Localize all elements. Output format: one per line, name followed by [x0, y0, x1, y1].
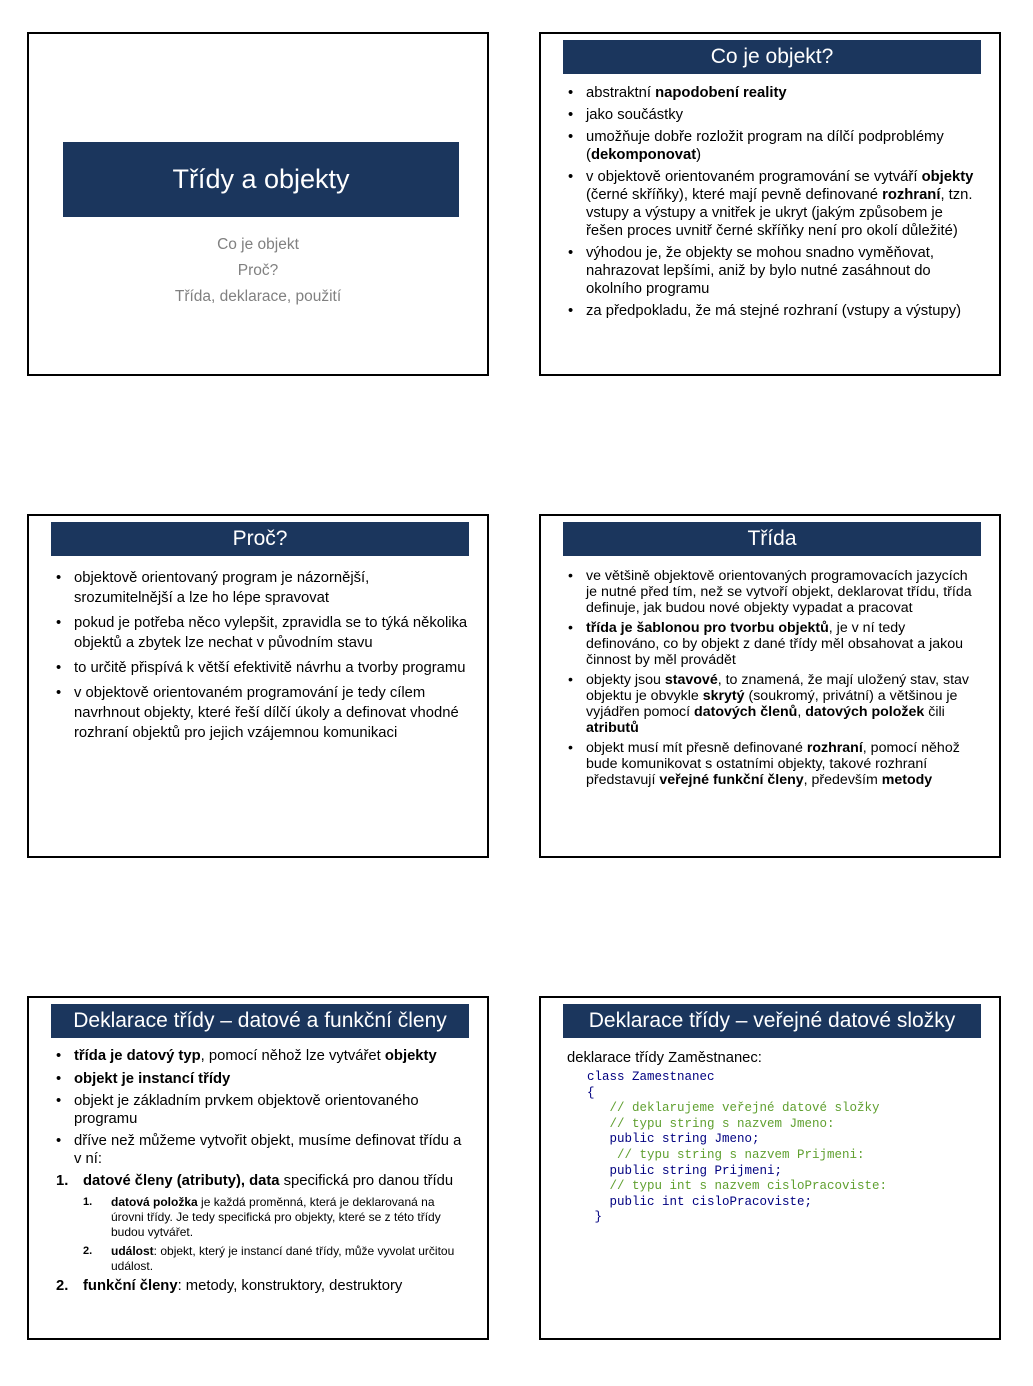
slide-heading: Třída [563, 522, 981, 556]
text-run: abstraktní [586, 85, 656, 101]
bold-text: napodobení reality [655, 85, 787, 101]
item-text [83, 1278, 469, 1296]
slide-co-je-objekt [539, 32, 1001, 376]
numbered-item [51, 1173, 469, 1274]
text-run: objekt je základním prvkem objektově orientovaného programu [74, 1093, 419, 1127]
text-run: : objekt, který je instancí dané třídy, může vyvolat určitou událost. [111, 1243, 455, 1273]
text-run: ve většině objektově orientovaných programovacích jazycích je nutné před tím, než se vytvoří objekt, deklarovat třídu, třída definuje, jak budou nové objekty vypadat a pracovat [586, 568, 972, 616]
text-run: v objektově orientovaném programování se vytváří [586, 169, 922, 185]
sub-numbered-item [83, 1244, 469, 1274]
code-line: public int cisloPracoviste; [609, 1194, 813, 1209]
text-run: : metody, konstruktory, destruktory [177, 1277, 403, 1294]
text-run: , tzn. vstupy a výstupy a vnitřek je ukryt (jakým způsobem je řešen proces uvnitř černé skříňky není pro okolí důležité) [586, 187, 973, 239]
bullet-list [51, 568, 469, 748]
bullet-item [563, 302, 981, 320]
numbered-list [51, 1173, 469, 1295]
slide-title [27, 32, 489, 376]
text-run: pokud je potřeba něco vylepšit, zpravidla se to týká několika objektů a zbytek lze nechat v původním stavu [74, 615, 468, 651]
slide-heading: Co je objekt? [563, 40, 981, 74]
bold-text: metody [881, 772, 933, 788]
text-run: v objektově orientovaném programování je tedy cílem navrhnout objekty, které řeší dílčí úkoly a definovat vhodné rozhraní objektů pro jejich vzájemnou komunikaci [74, 685, 459, 741]
bullet-item [563, 84, 981, 102]
text-run: umožňuje dobře rozložit program na dílčí podproblémy ( [586, 129, 944, 163]
bullet-item [563, 168, 981, 240]
bullet-list [563, 568, 981, 792]
bullet-list [563, 84, 981, 324]
bullet-item [563, 128, 981, 164]
bold-text: rozhraní [806, 740, 863, 756]
text-run: , [797, 704, 806, 720]
bold-text: třída je datový typ [74, 1048, 201, 1064]
bold-text: datových členů [694, 704, 798, 720]
bullet-item [51, 1071, 469, 1089]
bold-text: datových položek [805, 704, 925, 720]
bullet-item [51, 1048, 469, 1066]
text-run: , je v ní tedy definováno, co by objekt z dané třídy měl obsahovat a jakou činnost by měl provádět [586, 620, 963, 668]
code-comment-line: // typu string s nazvem Jmeno: [609, 1116, 835, 1131]
text-run: to určitě přispívá k větší efektivitě návrhu a tvorby programu [74, 660, 466, 676]
text-run: , především [803, 772, 882, 788]
code-block [587, 1070, 887, 1226]
numbered-item [51, 1278, 469, 1296]
subtitle-line: Třída, deklarace, použití [174, 288, 342, 305]
text-run: , to znamená, že mají uložený stav, stav objektu je obvykle [586, 672, 970, 704]
bullet-item [563, 620, 981, 668]
bold-text: objekty [384, 1048, 437, 1064]
code-comment-line: // typu string s nazvem Prijmeni: [617, 1147, 865, 1162]
text-run: čili [924, 704, 945, 720]
text-run: dříve než můžeme vytvořit objekt, musíme definovat třídu a v ní: [74, 1133, 462, 1167]
bold-text: rozhraní [882, 187, 941, 203]
bold-text: skrytý [702, 688, 745, 704]
bullet-item [563, 740, 981, 788]
item-text [83, 1173, 469, 1191]
bold-text: funkční členy [83, 1277, 178, 1294]
bold-text: dekomponovat [590, 147, 697, 163]
bullet-item [563, 672, 981, 736]
code-comment-line: // typu int s nazvem cisloPracoviste: [609, 1179, 888, 1194]
bold-text: objekt je instancí třídy [74, 1070, 231, 1087]
bold-text: objekty [921, 169, 974, 185]
slide-heading: Proč? [51, 522, 469, 556]
bullet-item [51, 683, 469, 743]
code-intro: deklarace třídy Zaměstnanec: [567, 1050, 762, 1066]
item-number: 1. [56, 1173, 69, 1189]
text-run: (soukromý, privátní) a většinou je vyjádřen pomocí [586, 688, 958, 720]
text-run: objektově orientovaný program je názornější, srozumitelnější a lze ho lépe spravovat [74, 570, 370, 606]
text-run: výhodou je, že objekty se mohou snadno vyměňovat, nahrazovat lepšími, aniž by bylo nutné zasáhnout do okolního programu [586, 245, 934, 297]
slide-deklarace-verejne [539, 996, 1001, 1340]
code-line: public string Prijmeni; [609, 1163, 783, 1178]
slide-heading: Deklarace třídy – veřejné datové složky [563, 1004, 981, 1038]
text-run: objekt musí mít přesně definované [586, 740, 807, 756]
bullet-item [51, 1093, 469, 1128]
text-run: za předpokladu, že má stejné rozhraní (vstupy a výstupy) [586, 303, 962, 319]
text-run: (černé skříňky), které mají pevně definované [586, 187, 883, 203]
text-run: ) [696, 147, 702, 163]
item-number: 1. [83, 1195, 93, 1208]
bullet-item [51, 1133, 469, 1168]
bullet-item [563, 244, 981, 298]
text-run: specifická pro danou třídu [279, 1173, 454, 1189]
bullet-item [563, 568, 981, 616]
item-number: 2. [83, 1244, 93, 1257]
text-run: jako součástky [586, 107, 684, 123]
slide-heading: Deklarace třídy – datové a funkční členy [51, 1004, 469, 1038]
sub-numbered-list [83, 1195, 469, 1274]
slide-proc [27, 514, 489, 858]
text-run: , pomocí něhož lze vytvářet [200, 1048, 385, 1064]
code-line: class Zamestnanec [587, 1070, 715, 1084]
bold-text: stavové [664, 672, 718, 688]
code-line: } [587, 1210, 603, 1225]
code-line: public string Jmeno; [609, 1132, 760, 1147]
slide-subtitle [29, 232, 487, 310]
slide-trida [539, 514, 1001, 858]
text-run: je každá proměnná, která je deklarovaná na úrovni třídy. Je tedy specifická pro objekty, které se z této třídy budou vytvářet. [111, 1194, 441, 1239]
sub-numbered-item [83, 1195, 469, 1240]
bold-text: veřejné funkční členy [659, 772, 804, 788]
bold-text: datová položka [111, 1194, 198, 1209]
bold-text: událost [111, 1243, 154, 1258]
subtitle-line: Co je objekt [217, 236, 299, 253]
slide-deklarace-clenu [27, 996, 489, 1340]
bullet-item [51, 568, 469, 608]
bold-text: atributů [586, 720, 639, 736]
bold-text: třída je šablonou pro tvorbu objektů [586, 620, 829, 636]
bullet-item [563, 106, 981, 124]
item-number: 2. [56, 1277, 69, 1294]
text-run: objekty jsou [586, 672, 665, 688]
bold-text: datové členy (atributy), data [83, 1173, 280, 1189]
bullet-item [51, 658, 469, 678]
bullet-list [51, 1048, 469, 1168]
code-comment-line: // deklarujeme veřejné datové složky [609, 1101, 880, 1116]
slide-body [51, 1048, 469, 1299]
text-run: , pomocí něhož bude komunikovat s ostatními objekty, takové rozhraní představují [586, 740, 960, 788]
code-line: { [587, 1085, 595, 1100]
bullet-item [51, 613, 469, 653]
subtitle-line: Proč? [237, 262, 279, 279]
slide-title-heading: Třídy a objekty [63, 142, 459, 217]
